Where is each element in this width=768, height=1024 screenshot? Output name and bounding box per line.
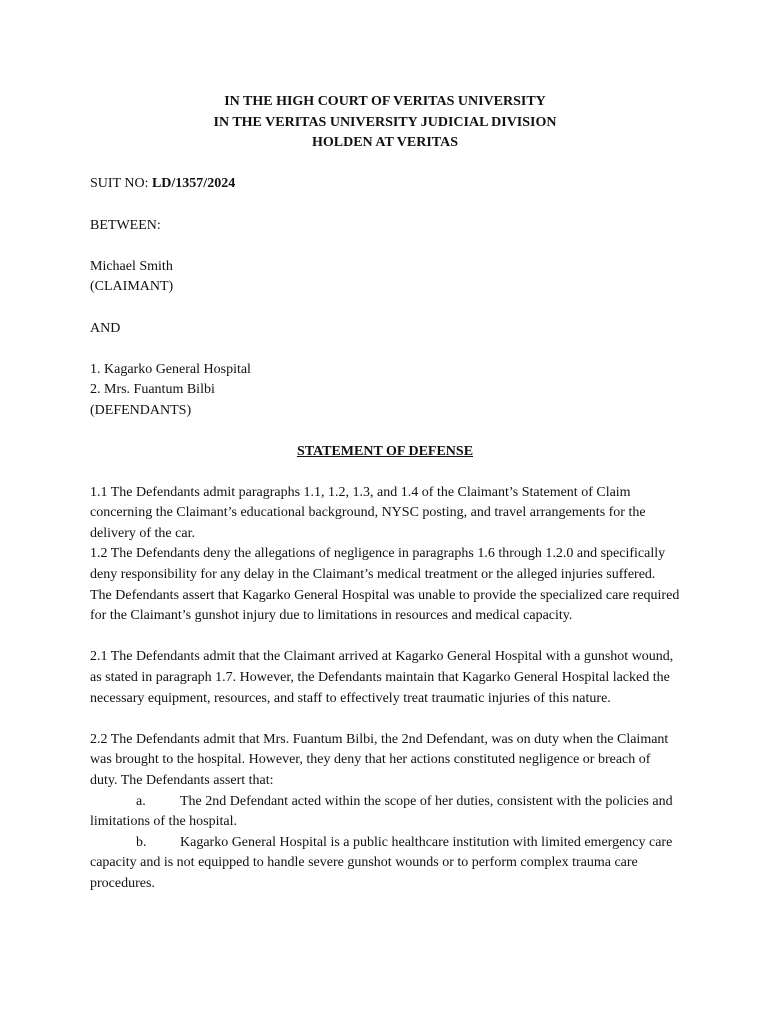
court-header-line-2: IN THE VERITAS UNIVERSITY JUDICIAL DIVISION <box>213 114 557 130</box>
defendants-role: (DEFENDANTS) <box>90 402 192 418</box>
defendant-item: 1. Kagarko General Hospital <box>90 361 251 377</box>
defendants-block <box>90 360 680 422</box>
list-marker: b. <box>136 834 147 850</box>
document-page <box>90 92 680 895</box>
and-label: AND <box>90 320 121 336</box>
paragraph-1-2: 1.2 The Defendants deny the allegations of negligence in paragraphs 1.6 through 1.2.0 and specifically deny responsibility for any delay in the Claimant’s medical treatment or the alleged injuries suffered. The Defendants assert that Kagarko General Hospital was unable to provide the specialized care required for the Claimant’s gunshot injury due to limitations in resources and medical capacity. <box>90 546 680 624</box>
suit-number-value: LD/1357/2024 <box>151 176 236 192</box>
paragraph-1-1: 1.1 The Defendants admit paragraphs 1.1, 1.2, 1.3, and 1.4 of the Claimant’s Statement of Claim concerning the Claimant’s educational background, NYSC posting, and travel arrangements for the delivery of the car. <box>90 484 646 541</box>
assertion-list <box>90 792 680 895</box>
paragraph-2-1: 2.1 The Defendants admit that the Claimant arrived at Kagarko General Hospital with a gunshot wound, as stated in paragraph 1.7. However, the Defendants maintain that Kagarko General Hospital lacked the necessary equipment, resources, and staff to effectively treat traumatic injuries of this nature. <box>90 649 674 706</box>
defendant-item: 2. Mrs. Fuantum Bilbi <box>90 382 215 398</box>
list-marker: a. <box>136 793 146 809</box>
claimant-block <box>90 257 680 298</box>
court-header <box>90 92 680 154</box>
suit-number-label: SUIT NO: <box>90 176 152 192</box>
claimant-name: Michael Smith <box>90 258 173 274</box>
list-item-text: Kagarko General Hospital is a public healthcare institution with limited emergency care capacity and is not equipped to handle severe gunshot wounds or to perform complex trauma care procedures. <box>90 834 673 891</box>
document-title: STATEMENT OF DEFENSE <box>296 443 474 459</box>
between-label: BETWEEN: <box>90 217 161 233</box>
list-item-text: The 2nd Defendant acted within the scope of her duties, consistent with the policies and limitations of the hospital. <box>90 793 673 830</box>
list-item <box>90 792 680 833</box>
court-header-line-3: HOLDEN AT VERITAS <box>311 135 458 151</box>
court-header-line-1: IN THE HIGH COURT OF VERITAS UNIVERSITY <box>224 94 546 109</box>
suit-number-line <box>90 174 680 195</box>
paragraph-2-2: 2.2 The Defendants admit that Mrs. Fuantum Bilbi, the 2nd Defendant, was on duty when the Claimant was brought to the hospital. However, they deny that her actions constituted negligence or breach of duty. The Defendants assert that: <box>90 731 669 788</box>
claimant-role: (CLAIMANT) <box>90 279 174 295</box>
list-item <box>90 833 680 895</box>
